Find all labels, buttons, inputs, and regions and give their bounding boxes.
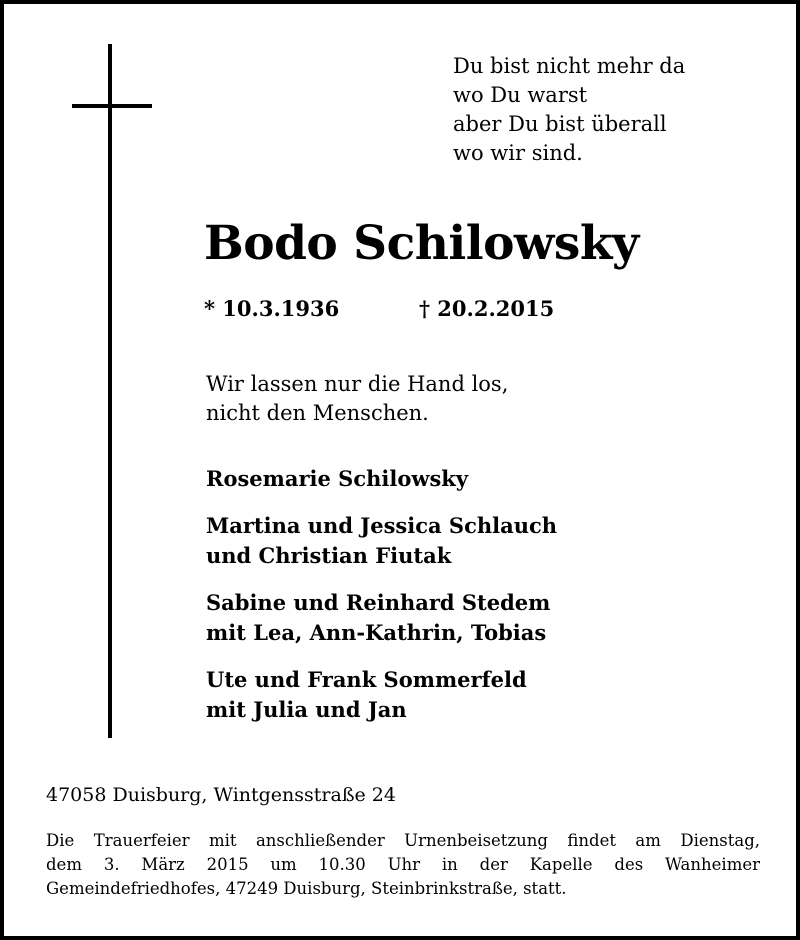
mourner-group <box>206 511 557 571</box>
mourner-line: mit Julia und Jan <box>206 697 407 722</box>
poem <box>453 52 685 168</box>
mourner-line: Martina und Jessica Schlauch <box>206 513 558 538</box>
ceremony-line: dem 3. März 2015 um 10.30 Uhr in der Kapelle des Wanheimer <box>46 855 760 874</box>
poem-line: wo wir sind. <box>453 141 583 165</box>
birth-date: * 10.3.1936 <box>204 296 340 321</box>
quote-line: Wir lassen nur die Hand los, <box>206 372 509 396</box>
poem-line: aber Du bist überall <box>453 112 667 136</box>
ceremony-line: Die Trauerfeier mit anschließender Urnenbeisetzung findet am Dienstag, <box>46 831 760 850</box>
mourner-line: Sabine und Reinhard Stedem <box>206 590 551 615</box>
mourners-list <box>206 464 557 742</box>
mourner-line: Rosemarie Schilowsky <box>206 466 469 491</box>
cross-icon-horizontal <box>72 104 152 108</box>
quote <box>206 370 508 428</box>
mourner-group <box>206 464 557 494</box>
poem-line: Du bist nicht mehr da <box>453 54 686 78</box>
cross-icon-vertical <box>108 44 112 738</box>
ceremony-info <box>46 829 760 901</box>
mourner-line: Ute und Frank Sommerfeld <box>206 667 527 692</box>
mourner-group <box>206 665 557 725</box>
mourner-line: und Christian Fiutak <box>206 543 452 568</box>
poem-line: wo Du warst <box>453 83 588 107</box>
death-date: † 20.2.2015 <box>419 296 555 321</box>
address: 47058 Duisburg, Wintgensstraße 24 <box>46 784 396 806</box>
ceremony-line: Gemeindefriedhofes, 47249 Duisburg, Steinbrinkstraße, statt. <box>46 879 567 898</box>
quote-line: nicht den Menschen. <box>206 401 429 425</box>
mourner-group <box>206 588 557 648</box>
deceased-name: Bodo Schilowsky <box>204 216 639 271</box>
mourner-line: mit Lea, Ann-Kathrin, Tobias <box>206 620 547 645</box>
